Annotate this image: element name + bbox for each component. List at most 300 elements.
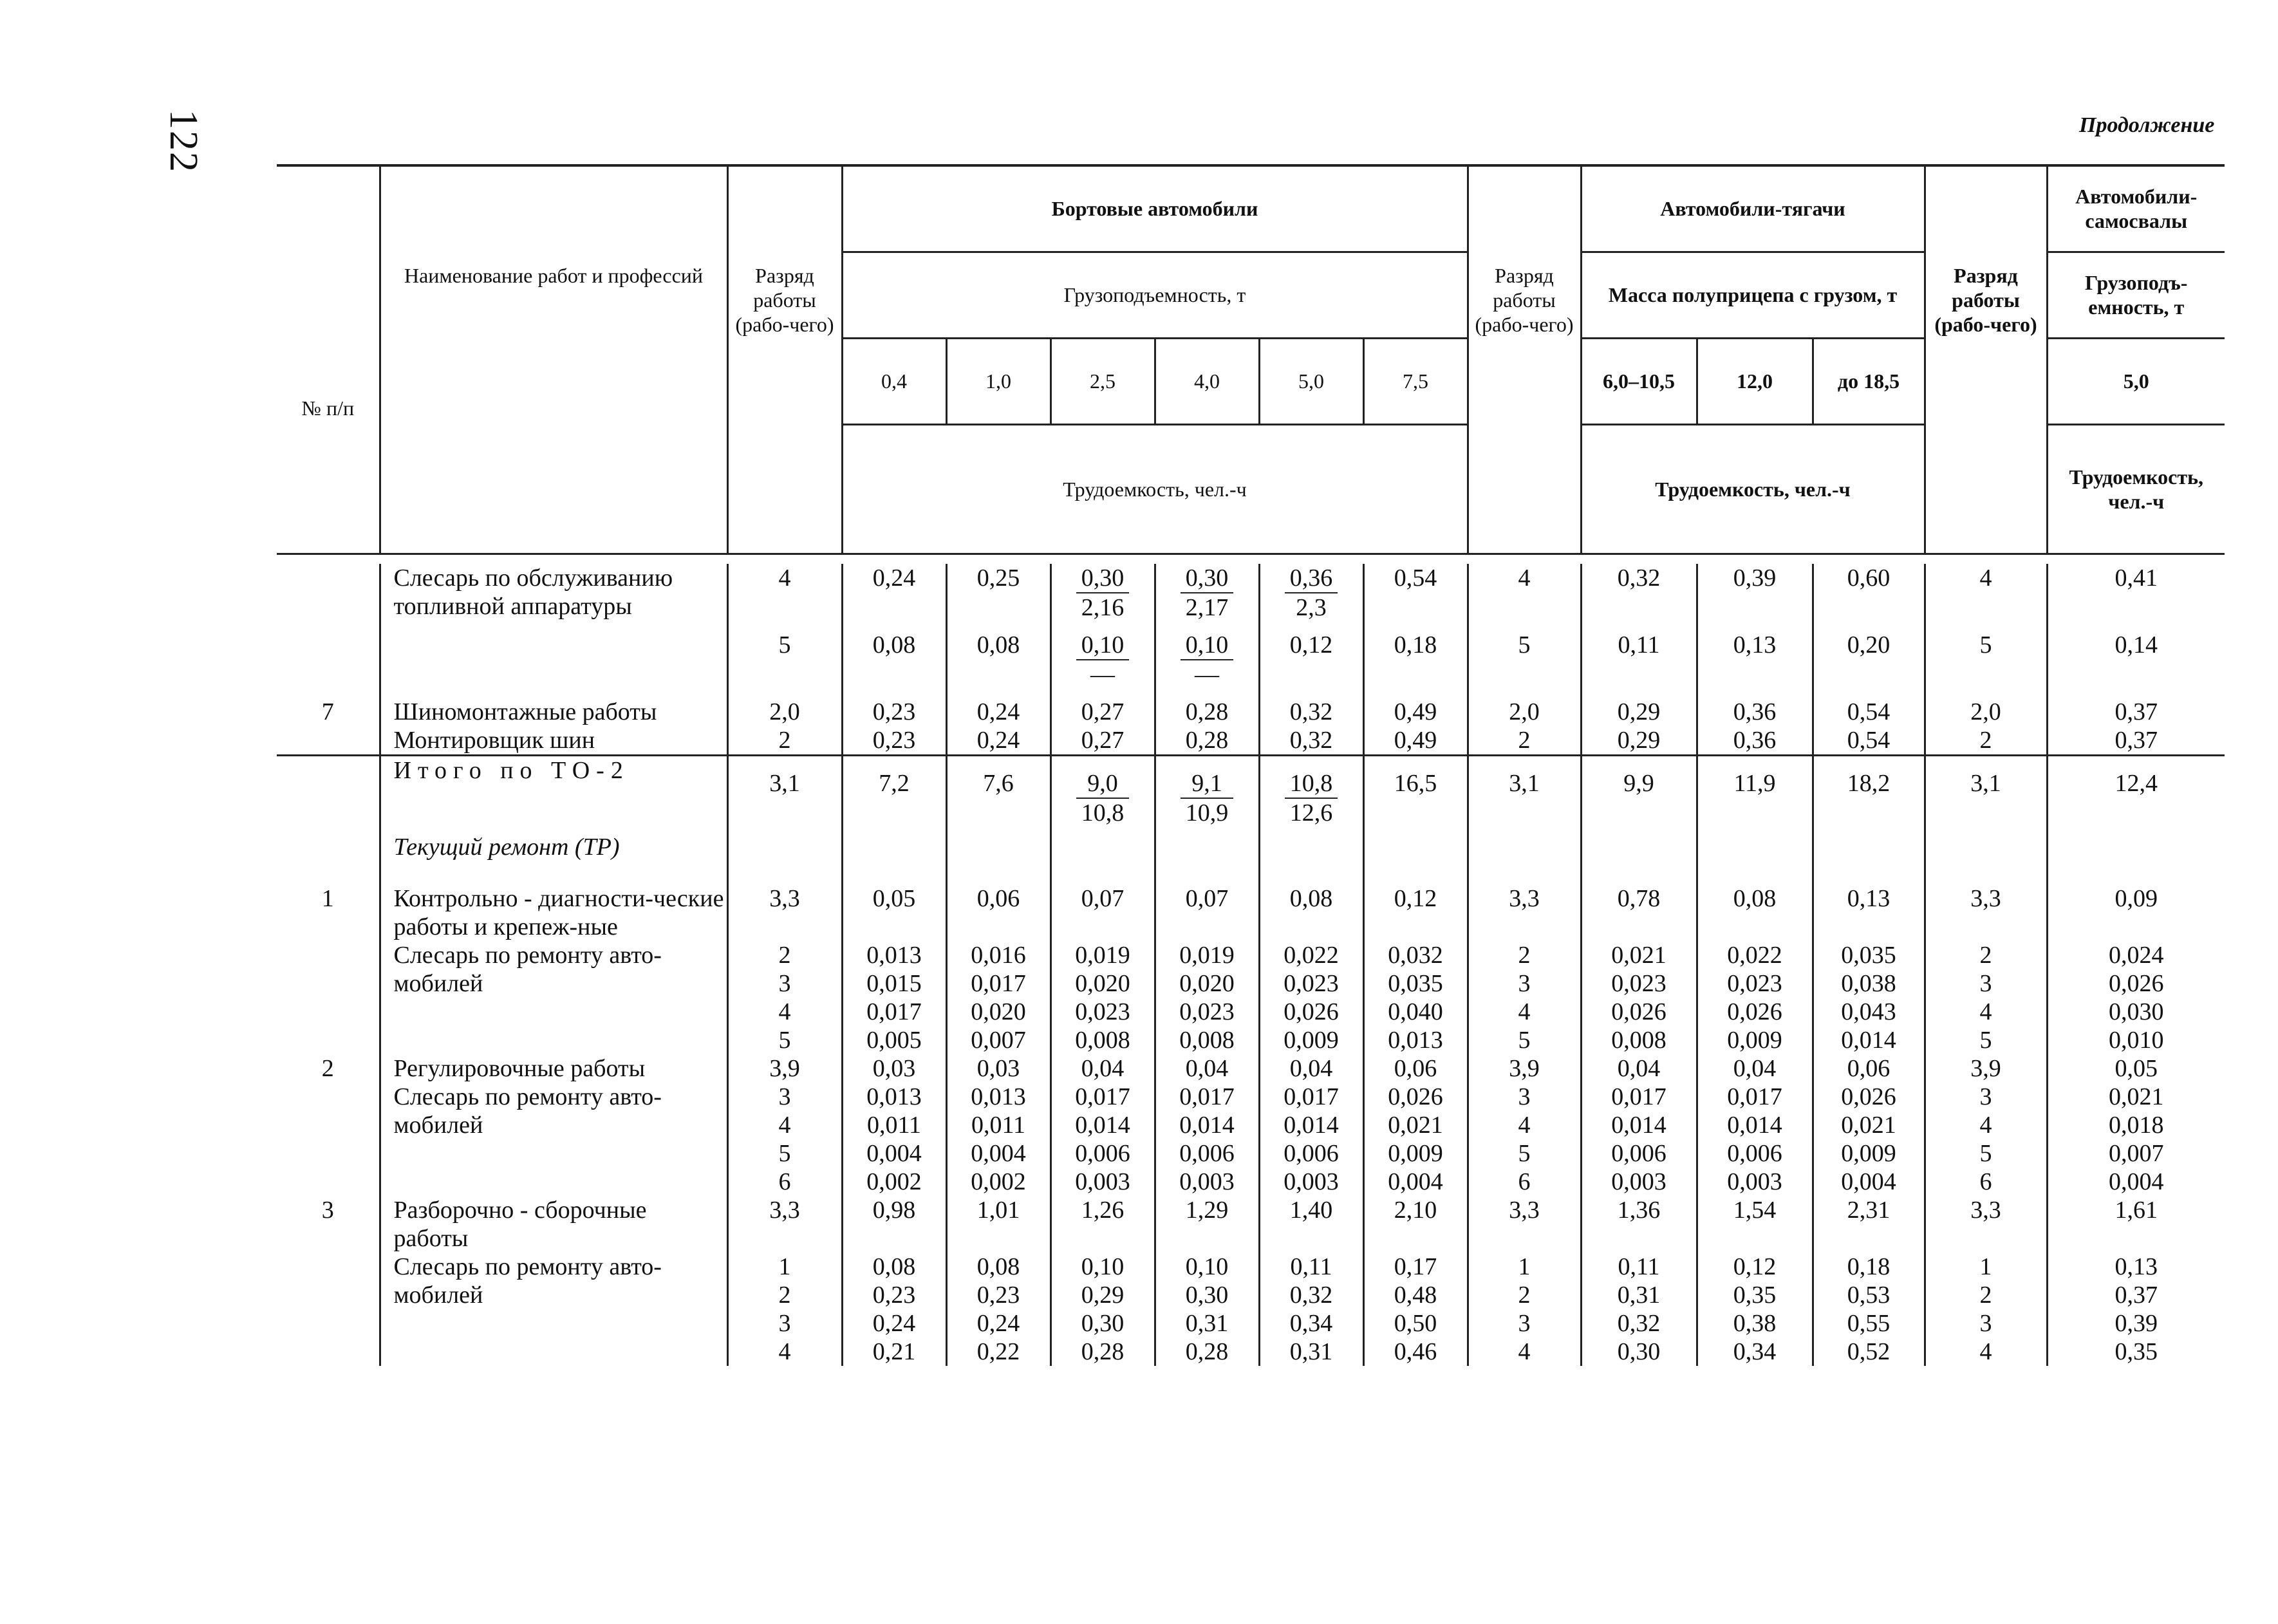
value-cell: 5	[727, 1139, 842, 1168]
cap-4: 5,0	[1259, 338, 1363, 424]
value-cell: 0,009	[1259, 1026, 1363, 1054]
value-cell: 1	[727, 1253, 842, 1281]
work-name: Регулировочные работы	[380, 1054, 727, 1083]
work-name	[380, 998, 727, 1026]
value-cell: 0,008	[1050, 1026, 1155, 1054]
fraction-numerator: 0,10	[1076, 631, 1130, 660]
work-name	[380, 631, 727, 698]
value-cell: 0,32	[1259, 698, 1363, 726]
value-cell: 16,5	[1363, 756, 1468, 833]
value-cell: 0,023	[1581, 969, 1697, 998]
value-cell: 1,01	[946, 1196, 1050, 1253]
value-cell: 0,014	[1581, 1111, 1697, 1139]
value-cell: 0,22	[946, 1338, 1050, 1366]
value-cell	[727, 833, 842, 884]
value-cell: 0,08	[1259, 884, 1363, 941]
value-cell: 0,014	[1155, 1111, 1259, 1139]
value-cell: 0,08	[946, 1253, 1050, 1281]
value-cell: 0,003	[1050, 1168, 1155, 1196]
fraction-numerator: 9,1	[1181, 769, 1234, 799]
value-cell: 0,038	[1813, 969, 1925, 998]
value-cell: 0,032	[1363, 941, 1468, 969]
table-row	[277, 698, 2225, 726]
fraction-numerator: 9,0	[1076, 769, 1130, 799]
value-cell: 1,36	[1581, 1196, 1697, 1253]
value-cell: 0,36	[1697, 726, 1813, 756]
fraction-value	[1076, 769, 1130, 827]
value-cell: 0,013	[842, 1083, 946, 1111]
value-cell: 3,1	[1925, 756, 2047, 833]
value-cell: 2	[1925, 941, 2047, 969]
row-number	[277, 756, 380, 833]
value-cell: 0,014	[1697, 1111, 1813, 1139]
value-cell: 0,006	[1155, 1139, 1259, 1168]
labor-table	[277, 164, 2225, 1366]
value-cell: 0,05	[2047, 1054, 2225, 1083]
value-cell: 0,014	[1259, 1111, 1363, 1139]
value-cell: 3	[727, 1309, 842, 1338]
value-cell: 0,18	[1813, 1253, 1925, 1281]
value-cell: 0,32	[1259, 1281, 1363, 1309]
value-cell: 3,1	[727, 756, 842, 833]
work-name	[380, 1338, 727, 1366]
value-cell: 0,008	[1581, 1026, 1697, 1054]
value-cell: 3,3	[727, 884, 842, 941]
value-cell: 0,017	[1155, 1083, 1259, 1111]
work-name	[380, 1309, 727, 1338]
value-cell: 0,020	[1155, 969, 1259, 998]
value-cell: 0,017	[1581, 1083, 1697, 1111]
fraction-value	[1285, 564, 1338, 622]
value-cell: 0,30	[1050, 1309, 1155, 1338]
table-row	[277, 884, 2225, 941]
work-name: Разборочно - сборочные работы	[380, 1196, 727, 1253]
value-cell: 0,08	[842, 1253, 946, 1281]
header-capacity: Грузоподъемность, т	[842, 252, 1468, 338]
value-cell: 0,34	[1259, 1309, 1363, 1338]
page-number: 122	[162, 109, 205, 173]
value-cell: 0,017	[1050, 1083, 1155, 1111]
table-row	[277, 1083, 2225, 1111]
value-cell: 0,24	[946, 698, 1050, 726]
value-cell: 4	[1925, 998, 2047, 1026]
value-cell: 0,017	[842, 998, 946, 1026]
value-cell: 0,009	[1697, 1026, 1813, 1054]
value-cell: 2	[727, 726, 842, 756]
value-cell: 0,28	[1155, 698, 1259, 726]
value-cell: 0,17	[1363, 1253, 1468, 1281]
cap-2: 2,5	[1050, 338, 1155, 424]
value-cell: 0,13	[1813, 884, 1925, 941]
work-name: Шиномонтажные работы	[380, 698, 727, 726]
value-cell: 5	[1468, 1139, 1581, 1168]
value-cell: 3,3	[1925, 1196, 2047, 1253]
work-name: мобилей	[380, 1111, 727, 1139]
value-cell: 0,06	[1363, 1054, 1468, 1083]
value-cell: 0,022	[1259, 941, 1363, 969]
value-cell: 0,007	[946, 1026, 1050, 1054]
value-cell: 18,2	[1813, 756, 1925, 833]
value-cell: 3,9	[727, 1054, 842, 1083]
value-cell: 0,60	[1813, 564, 1925, 631]
value-cell: 0,040	[1363, 998, 1468, 1026]
fraction-denominator: 10,8	[1081, 799, 1125, 826]
fraction-value	[1285, 769, 1338, 827]
value-cell: 0,27	[1050, 726, 1155, 756]
fraction-numerator: 0,30	[1181, 564, 1234, 593]
table-row	[277, 756, 2225, 833]
row-number	[277, 998, 380, 1026]
value-cell: 0,11	[1259, 1253, 1363, 1281]
value-cell: 0,016	[946, 941, 1050, 969]
table-row	[277, 941, 2225, 969]
value-cell: 0,003	[1697, 1168, 1813, 1196]
value-cell: 1,26	[1050, 1196, 1155, 1253]
value-cell: 0,006	[1697, 1139, 1813, 1168]
value-cell: 0,021	[1813, 1111, 1925, 1139]
value-cell: 7,2	[842, 756, 946, 833]
value-cell: 0,55	[1813, 1309, 1925, 1338]
table-row	[277, 1168, 2225, 1196]
value-cell: 0,25	[946, 564, 1050, 631]
value-cell: 0,009	[1813, 1139, 1925, 1168]
row-number	[277, 969, 380, 998]
row-number	[277, 1026, 380, 1054]
value-cell: 0,022	[1697, 941, 1813, 969]
value-cell: 4	[1925, 1338, 2047, 1366]
value-cell: 1	[1468, 1253, 1581, 1281]
value-cell: 1,40	[1259, 1196, 1363, 1253]
table-row	[277, 1253, 2225, 1281]
value-cell: 0,29	[1050, 1281, 1155, 1309]
table-row	[277, 564, 2225, 631]
value-cell: 0,08	[1697, 884, 1813, 941]
header-labor-1: Трудоемкость, чел.-ч	[842, 424, 1468, 553]
value-cell: 5	[727, 1026, 842, 1054]
table-row	[277, 1054, 2225, 1083]
value-cell: 0,006	[1581, 1139, 1697, 1168]
header-num: № п/п	[301, 397, 355, 420]
value-cell: 0,28	[1155, 1338, 1259, 1366]
row-number	[277, 1139, 380, 1168]
value-cell: 2,10	[1363, 1196, 1468, 1253]
row-number: 1	[321, 884, 334, 912]
value-cell	[1155, 833, 1259, 884]
value-cell: 7,6	[946, 756, 1050, 833]
value-cell: 3	[1925, 1083, 2047, 1111]
value-cell: 0,04	[1050, 1054, 1155, 1083]
header-group-samosval: Автомобили-самосвалы	[2047, 167, 2225, 252]
value-cell: 6	[1925, 1168, 2047, 1196]
value-cell: 5	[727, 631, 842, 698]
value-cell: 0,14	[2047, 631, 2225, 698]
value-cell: 5	[1925, 1139, 2047, 1168]
value-cell: 0,28	[1155, 726, 1259, 756]
value-cell: 0,29	[1581, 726, 1697, 756]
value-cell: 0,24	[842, 564, 946, 631]
value-cell: 0,023	[1050, 998, 1155, 1026]
value-cell: 0,07	[1155, 884, 1259, 941]
value-cell: 0,34	[1697, 1338, 1813, 1366]
fraction-numerator: 0,30	[1076, 564, 1130, 593]
value-cell: 0,07	[1050, 884, 1155, 941]
value-cell: 0,020	[1050, 969, 1155, 998]
work-name: Контрольно - диагности-ческие работы и крепеж-ные	[380, 884, 727, 941]
trailer-cap-2: до 18,5	[1813, 338, 1925, 424]
value-cell: 0,013	[1363, 1026, 1468, 1054]
value-cell: 0,04	[1259, 1054, 1363, 1083]
work-name: Слесарь по обслуживанию топливной аппаратуры	[380, 564, 727, 631]
value-cell: 0,006	[1050, 1139, 1155, 1168]
value-cell: 0,023	[1155, 998, 1259, 1026]
value-cell: 0,026	[1697, 998, 1813, 1026]
value-cell: 2	[1468, 1281, 1581, 1309]
value-cell: 0,026	[1581, 998, 1697, 1026]
value-cell: 0,017	[1259, 1083, 1363, 1111]
header-labor-2: Трудоемкость, чел.-ч	[1581, 424, 1925, 553]
work-name: Текущий ремонт (ТР)	[380, 833, 727, 884]
value-cell: 0,003	[1259, 1168, 1363, 1196]
value-cell: 1,29	[1155, 1196, 1259, 1253]
value-cell: 0,24	[842, 1309, 946, 1338]
fraction-numerator: 0,36	[1285, 564, 1338, 593]
value-cell: 0,026	[2047, 969, 2225, 998]
value-cell: 0,12	[1259, 631, 1363, 698]
value-cell: 0,39	[2047, 1309, 2225, 1338]
value-cell: 0,35	[2047, 1338, 2225, 1366]
value-cell: 2,31	[1813, 1196, 1925, 1253]
continued-label: Продолжение	[2079, 113, 2215, 137]
row-number	[277, 1083, 380, 1111]
row-number	[277, 941, 380, 969]
value-cell: 0,005	[842, 1026, 946, 1054]
value-cell: 0,49	[1363, 698, 1468, 726]
row-number	[277, 1338, 380, 1366]
value-cell: 5	[1925, 631, 2047, 698]
samosval-cap-0: 5,0	[2047, 338, 2225, 424]
row-number	[277, 631, 380, 698]
value-cell: 0,020	[946, 998, 1050, 1026]
fraction-denominator: 12,6	[1289, 799, 1333, 826]
row-number	[277, 833, 380, 884]
value-cell: 2	[727, 941, 842, 969]
fraction-denominator: —	[1090, 661, 1115, 688]
header-group-tyagach: Автомобили-тягачи	[1581, 167, 1925, 252]
work-name	[380, 1139, 727, 1168]
value-cell: 3,3	[1925, 884, 2047, 941]
value-cell: 11,9	[1697, 756, 1813, 833]
value-cell: 4	[1468, 998, 1581, 1026]
value-cell	[946, 833, 1050, 884]
value-cell: 0,035	[1363, 969, 1468, 998]
value-cell: 3	[727, 969, 842, 998]
cap-0: 0,4	[842, 338, 946, 424]
value-cell: 0,043	[1813, 998, 1925, 1026]
value-cell: 0,004	[842, 1139, 946, 1168]
work-name: Слесарь по ремонту авто-	[380, 941, 727, 969]
cap-3: 4,0	[1155, 338, 1259, 424]
value-cell: 0,004	[2047, 1168, 2225, 1196]
value-cell	[1697, 833, 1813, 884]
value-cell: 5	[1468, 1026, 1581, 1054]
value-cell: 0,08	[946, 631, 1050, 698]
value-cell: 5	[1925, 1026, 2047, 1054]
fraction-denominator: 2,3	[1296, 594, 1327, 621]
value-cell: 0,98	[842, 1196, 946, 1253]
value-cell: 0,13	[2047, 1253, 2225, 1281]
value-cell: 0,003	[1155, 1168, 1259, 1196]
value-cell: 0,24	[946, 726, 1050, 756]
value-cell: 0,017	[1697, 1083, 1813, 1111]
value-cell	[842, 833, 946, 884]
value-cell: 2	[1925, 726, 2047, 756]
value-cell: 2	[1925, 1281, 2047, 1309]
value-cell: 6	[727, 1168, 842, 1196]
value-cell: 0,026	[1363, 1083, 1468, 1111]
header-grade-1: Разряд работы (рабо-чего)	[727, 167, 842, 554]
value-cell: 0,23	[842, 1281, 946, 1309]
value-cell: 0,06	[946, 884, 1050, 941]
value-cell: 4	[727, 1111, 842, 1139]
fraction-numerator: 10,8	[1285, 769, 1338, 799]
fraction-value	[1076, 631, 1130, 689]
value-cell: 0,04	[1581, 1054, 1697, 1083]
table-row	[277, 1026, 2225, 1054]
value-cell: 2	[727, 1281, 842, 1309]
value-cell	[1050, 756, 1155, 833]
value-cell: 0,39	[1697, 564, 1813, 631]
value-cell: 0,54	[1813, 698, 1925, 726]
value-cell: 0,29	[1581, 698, 1697, 726]
table-row	[277, 726, 2225, 756]
value-cell: 0,13	[1697, 631, 1813, 698]
value-cell: 0,24	[946, 1309, 1050, 1338]
header-grade-2: Разряд работы (рабо-чего)	[1468, 167, 1581, 554]
value-cell	[1259, 564, 1363, 631]
value-cell: 0,31	[1259, 1338, 1363, 1366]
value-cell: 0,011	[842, 1111, 946, 1139]
value-cell: 0,018	[2047, 1111, 2225, 1139]
value-cell: 0,28	[1050, 1338, 1155, 1366]
header-group-bort: Бортовые автомобили	[842, 167, 1468, 252]
value-cell: 5	[1468, 631, 1581, 698]
value-cell: 3,9	[1925, 1054, 2047, 1083]
value-cell: 0,023	[1697, 969, 1813, 998]
row-number	[277, 564, 380, 631]
value-cell: 4	[727, 564, 842, 631]
value-cell: 0,004	[946, 1139, 1050, 1168]
value-cell: 6	[1468, 1168, 1581, 1196]
value-cell: 3,3	[1468, 884, 1581, 941]
value-cell: 0,023	[1259, 969, 1363, 998]
value-cell	[1050, 631, 1155, 698]
value-cell: 0,32	[1259, 726, 1363, 756]
table-row	[277, 969, 2225, 998]
row-number	[277, 1168, 380, 1196]
table-row	[277, 1196, 2225, 1253]
trailer-cap-0: 6,0–10,5	[1581, 338, 1697, 424]
header-name: Наименование работ и профессий	[380, 167, 727, 554]
table-row	[277, 1309, 2225, 1338]
value-cell: 1,54	[1697, 1196, 1813, 1253]
value-cell: 0,019	[1155, 941, 1259, 969]
value-cell: 0,017	[946, 969, 1050, 998]
value-cell: 0,46	[1363, 1338, 1468, 1366]
value-cell: 0,10	[1155, 1253, 1259, 1281]
row-number: 2	[321, 1054, 334, 1082]
table-row	[277, 1139, 2225, 1168]
value-cell	[1925, 833, 2047, 884]
value-cell: 0,53	[1813, 1281, 1925, 1309]
value-cell: 0,23	[946, 1281, 1050, 1309]
value-cell: 0,11	[1581, 631, 1697, 698]
value-cell: 0,003	[1581, 1168, 1697, 1196]
value-cell: 2,0	[1468, 698, 1581, 726]
value-cell: 0,03	[946, 1054, 1050, 1083]
fraction-denominator: 2,16	[1081, 594, 1125, 621]
trailer-cap-1: 12,0	[1697, 338, 1813, 424]
value-cell: 0,008	[1155, 1026, 1259, 1054]
value-cell: 0,004	[1363, 1168, 1468, 1196]
value-cell: 4	[1925, 564, 2047, 631]
value-cell: 0,37	[2047, 698, 2225, 726]
value-cell: 0,030	[2047, 998, 2225, 1026]
value-cell	[1050, 833, 1155, 884]
table-row	[277, 631, 2225, 698]
row-number: 3	[321, 1196, 334, 1224]
value-cell: 3	[1925, 969, 2047, 998]
table-row	[277, 1111, 2225, 1139]
table-row	[277, 833, 2225, 884]
row-number	[277, 1309, 380, 1338]
value-cell	[1155, 756, 1259, 833]
value-cell: 0,36	[1697, 698, 1813, 726]
value-cell: 3	[1468, 969, 1581, 998]
value-cell: 0,014	[1813, 1026, 1925, 1054]
value-cell: 0,12	[1363, 884, 1468, 941]
value-cell: 0,37	[2047, 1281, 2225, 1309]
value-cell: 3	[1468, 1083, 1581, 1111]
table-row	[277, 1281, 2225, 1309]
value-cell: 0,31	[1581, 1281, 1697, 1309]
header-grade-3: Разряд работы (рабо-чего)	[1925, 167, 2047, 554]
value-cell: 2,0	[1925, 698, 2047, 726]
value-cell: 1	[1925, 1253, 2047, 1281]
row-number	[277, 1111, 380, 1139]
value-cell: 0,23	[842, 726, 946, 756]
value-cell: 4	[1468, 1338, 1581, 1366]
value-cell: 0,011	[946, 1111, 1050, 1139]
value-cell	[1155, 564, 1259, 631]
value-cell: 3	[1925, 1309, 2047, 1338]
value-cell: 3	[727, 1083, 842, 1111]
value-cell: 0,021	[1581, 941, 1697, 969]
value-cell	[1259, 756, 1363, 833]
value-cell: 0,04	[1155, 1054, 1259, 1083]
value-cell: 0,004	[1813, 1168, 1925, 1196]
value-cell: 0,015	[842, 969, 946, 998]
fraction-value	[1076, 564, 1130, 622]
value-cell: 0,12	[1697, 1253, 1813, 1281]
value-cell	[2047, 833, 2225, 884]
value-cell: 0,010	[2047, 1026, 2225, 1054]
value-cell	[1813, 833, 1925, 884]
header-capacity-2: Грузоподъ-емность, т	[2047, 252, 2225, 338]
fraction-value	[1181, 769, 1234, 827]
value-cell: 0,49	[1363, 726, 1468, 756]
value-cell: 3,3	[1468, 1196, 1581, 1253]
value-cell: 0,002	[946, 1168, 1050, 1196]
